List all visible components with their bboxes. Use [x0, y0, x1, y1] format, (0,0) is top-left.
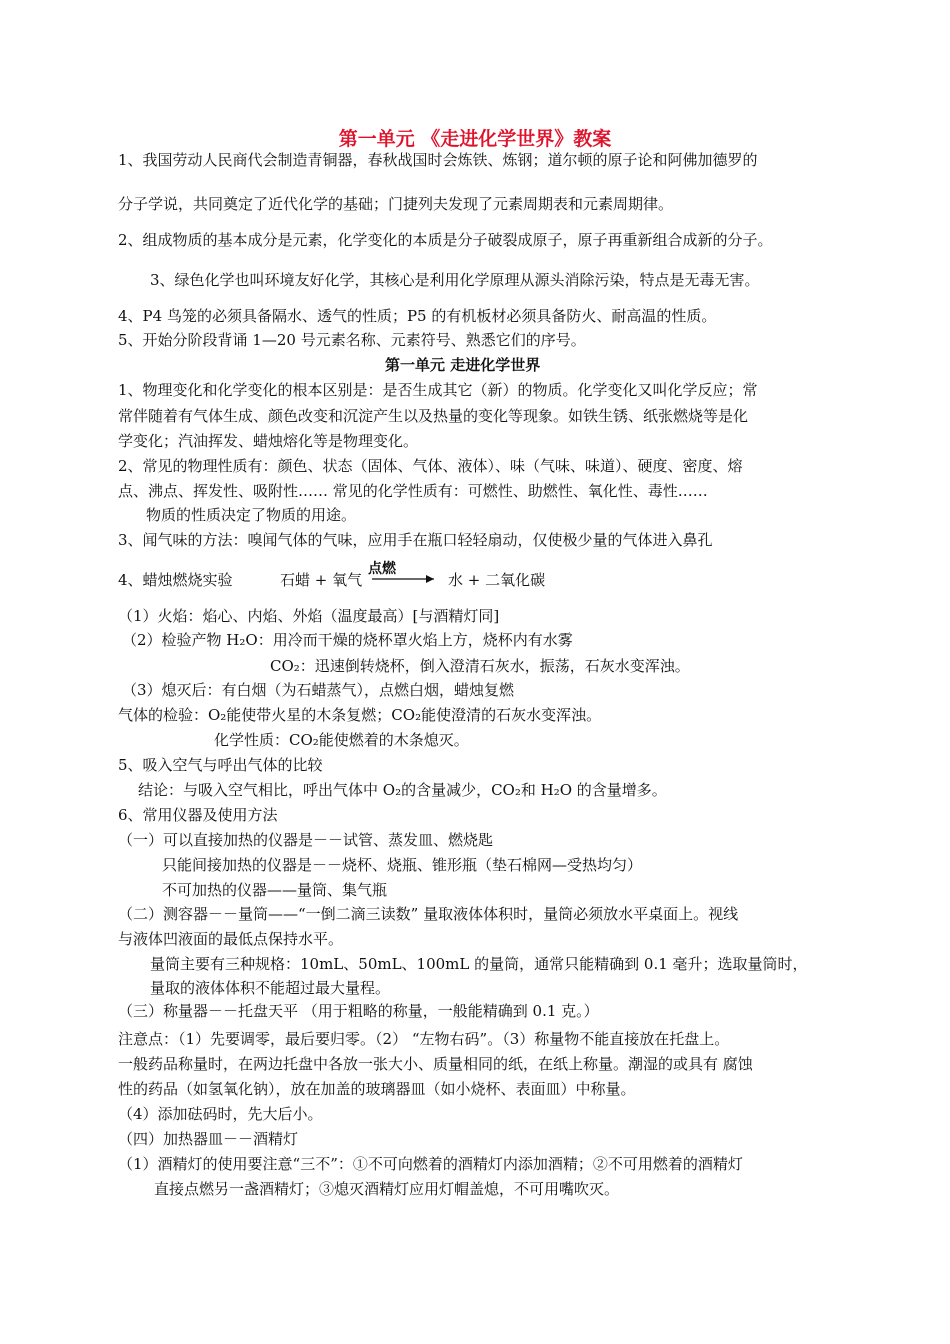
products: 水 + 二氧化碳: [448, 571, 546, 589]
paragraph-line: 与液体凹液面的最低点保持水平。: [118, 930, 344, 948]
paragraph-line: 注意点：（1）先要调零，最后要归零。（2） “左物右码”。（3）称量物不能直接放在托盘上。: [118, 1030, 730, 1048]
paragraph-line: 6、常用仪器及使用方法: [118, 806, 278, 824]
paragraph-line: 学变化；汽油挥发、蜡烛熔化等是物理变化。: [118, 432, 419, 450]
paragraph-line: 5、开始分阶段背诵 1—20 号元素名称、元素符号、熟悉它们的序号。: [118, 331, 586, 349]
paragraph-line: 一般药品称量时，在两边托盘中各放一张大小、质量相同的纸，在纸上称量。潮湿的或具有 腐蚀: [118, 1055, 753, 1073]
paragraph-line: （四）加热器皿－－酒精灯: [118, 1130, 299, 1148]
paragraph-line: 3、闻气味的方法：嗅闻气体的气味，应用手在瓶口轻轻扇动，仅使极少量的气体进入鼻孔: [118, 531, 713, 549]
paragraph-line: 量取的液体体积不能超过最大量程。: [150, 979, 391, 997]
paragraph-line: （1）火焰：焰心、内焰、外焰（温度最高）[与酒精灯同]: [118, 607, 500, 625]
page-title: 第一单元 《走进化学世界》教案: [338, 128, 612, 150]
paragraph-line: （2）检验产物 H₂O：用冷而干燥的烧杯罩火焰上方，烧杯内有水雾: [122, 631, 573, 649]
paragraph-line: 1、物理变化和化学变化的根本区别是：是否生成其它（新）的物质。化学变化又叫化学反应；常: [118, 381, 758, 399]
paragraph-line: 3、绿色化学也叫环境友好化学，其核心是利用化学原理从源头消除污染，特点是无毒无害。: [150, 271, 760, 289]
reaction-arrow: [338, 562, 438, 590]
paragraph-line: 量筒主要有三种规格：10mL、50mL、100mL 的量筒，通常只能精确到 0.1 毫升；选取量筒时，: [150, 955, 808, 973]
paragraph-line: 5、吸入空气与呼出气体的比较: [118, 756, 323, 774]
paragraph-line: （3）熄灭后：有白烟（为石蜡蒸气），点燃白烟，蜡烛复燃: [122, 681, 515, 699]
paragraph-line: 点、沸点、挥发性、吸附性…… 常见的化学性质有：可燃性、助燃性、氧化性、毒性……: [118, 482, 708, 500]
experiment-heading: 4、蜡烛燃烧实验: [118, 571, 233, 589]
paragraph-line: （二）测容器－－量筒——“一倒二滴三读数” 量取液体体积时，量筒必须放水平桌面上。视线: [118, 905, 739, 923]
paragraph-line: （4）添加砝码时，先大后小。: [118, 1105, 323, 1123]
paragraph-line: 直接点燃另一盏酒精灯；③熄灭酒精灯应用灯帽盖熄，不可用嘴吹灭。: [154, 1180, 620, 1198]
paragraph-line: 只能间接加热的仪器是－－烧杯、烧瓶、锥形瓶（垫石棉网—受热均匀）: [162, 856, 643, 874]
paragraph-line: 性的药品（如氢氧化钠），放在加盖的玻璃器皿（如小烧杯、表面皿）中称量。: [118, 1080, 636, 1098]
paragraph-line: 化学性质：CO₂能使燃着的木条熄灭。: [214, 731, 469, 749]
paragraph-line: 常伴随着有气体生成、颜色改变和沉淀产生以及热量的变化等现象。如铁生锈、纸张燃烧等是化: [118, 407, 749, 425]
paragraph-line: （一）可以直接加热的仪器是－－试管、蒸发皿、燃烧匙: [118, 831, 494, 849]
paragraph-line: 2、组成物质的基本成分是元素，化学变化的本质是分子破裂成原子，原子再重新组合成新的分子。: [118, 231, 773, 249]
paragraph-line: 不可加热的仪器——量筒、集气瓶: [162, 881, 388, 899]
paragraph-line: 物质的性质决定了物质的用途。: [146, 506, 357, 524]
paragraph-line: 1、我国劳动人民商代会制造青铜器，春秋战国时会炼铁、炼钢；道尔顿的原子论和阿佛加德罗的: [118, 151, 758, 169]
section-subtitle: 第一单元 走进化学世界: [385, 356, 541, 374]
paragraph-line: 气体的检验：O₂能使带火星的木条复燃；CO₂能使澄清的石灰水变浑浊。: [118, 706, 602, 724]
paragraph-line: （1）酒精灯的使用要注意“三不”：①不可向燃着的酒精灯内添加酒精；②不可用燃着的酒精灯: [118, 1155, 743, 1173]
paragraph-line: （三）称量器－－托盘天平 （用于粗略的称量，一般能精确到 0.1 克。）: [118, 1002, 599, 1020]
paragraph-line: CO₂：迅速倒转烧杯，倒入澄清石灰水，振荡，石灰水变浑浊。: [270, 657, 690, 675]
arrow-icon: [338, 572, 438, 586]
reactants: 石蜡 + 氧气: [280, 571, 363, 589]
arrow-condition-label: 点燃: [368, 561, 396, 577]
paragraph-line: 结论：与吸入空气相比，呼出气体中 O₂的含量减少，CO₂和 H₂O 的含量增多。: [138, 781, 667, 799]
paragraph-line: 分子学说，共同奠定了近代化学的基础；门捷列夫发现了元素周期表和元素周期律。: [118, 195, 674, 213]
paragraph-line: 4、P4 鸟笼的必须具备隔水、透气的性质；P5 的有机板材必须具备防火、耐高温的性质。: [118, 307, 717, 325]
paragraph-line: 2、常见的物理性质有：颜色、状态（固体、气体、液体）、味（气味、味道）、硬度、密度、熔: [118, 457, 743, 475]
